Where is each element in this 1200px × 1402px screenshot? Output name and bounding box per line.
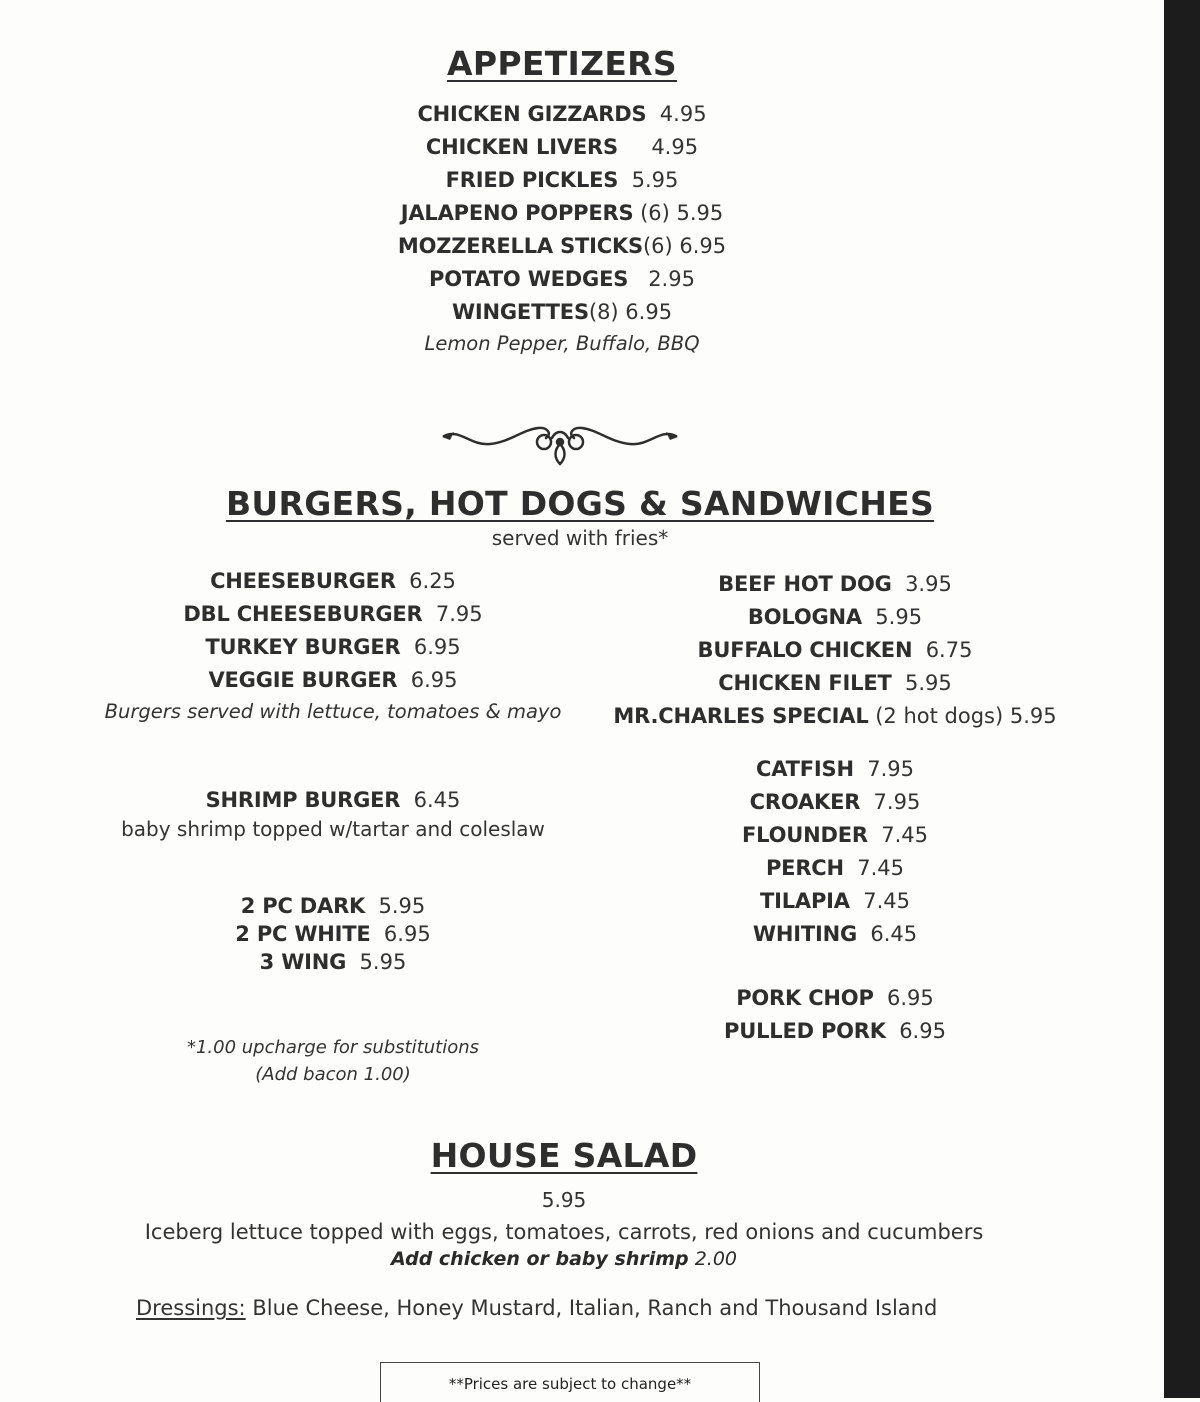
appetizers-note: Lemon Pepper, Buffalo, BBQ	[424, 332, 700, 355]
menu-item: JALAPENO POPPERS (6) 5.95	[400, 201, 724, 225]
appetizers-title: APPETIZERS	[447, 44, 677, 83]
shrimp-burger-desc: baby shrimp topped w/tartar and coleslaw	[121, 817, 545, 841]
upcharge-note: *1.00 upcharge for substitutions	[186, 1037, 480, 1058]
salad-addon-price: 2.00	[694, 1248, 738, 1270]
menu-item: SHRIMP BURGER 6.45	[205, 788, 461, 812]
dressings-line	[136, 1296, 937, 1320]
menu-item: WINGETTES(8) 6.95	[451, 300, 673, 324]
shrimp-burger-block	[121, 784, 545, 841]
fish-list	[742, 753, 928, 951]
burgers-title: BURGERS, HOT DOGS & SANDWICHES	[225, 484, 935, 523]
dressings-list: Blue Cheese, Honey Mustard, Italian, Ranch and Thousand Island	[252, 1296, 938, 1320]
menu-item: 3 WING 5.95	[259, 950, 407, 974]
menu-item: 2 PC DARK 5.95	[240, 894, 426, 918]
menu-item: WHITING 6.45	[752, 922, 918, 946]
menu-item: DBL CHEESEBURGER 7.95	[183, 602, 483, 626]
menu-item: CATFISH 7.95	[756, 757, 914, 781]
bacon-note: (Add bacon 1.00)	[255, 1064, 411, 1085]
menu-item: BEEF HOT DOG 3.95	[718, 572, 952, 596]
menu-item: PORK CHOP 6.95	[736, 986, 934, 1010]
pork-list	[724, 982, 946, 1048]
menu-item: VEGGIE BURGER 6.95	[208, 668, 458, 692]
prices-disclaimer: **Prices are subject to change**	[380, 1362, 760, 1402]
salad-title: HOUSE SALAD	[430, 1136, 698, 1175]
menu-item: 2 PC WHITE 6.95	[235, 922, 431, 946]
burgers-subtitle: served with fries*	[491, 526, 669, 550]
menu-item: FRIED PICKLES 5.95	[445, 168, 679, 192]
menu-item: MR.CHARLES SPECIAL (2 hot dogs) 5.95	[613, 704, 1057, 728]
salad-price: 5.95	[541, 1188, 587, 1212]
hotdogs-sandwiches-list	[613, 568, 1056, 733]
salad-desc: Iceberg lettuce topped with eggs, tomatoes, carrots, red onions and cucumbers	[144, 1220, 984, 1244]
upcharge-notes	[187, 1034, 479, 1088]
menu-item: PULLED PORK 6.95	[724, 1019, 946, 1043]
menu-item: BOLOGNA 5.95	[747, 605, 923, 629]
menu-item: MOZZERELLA STICKS(6) 6.95	[397, 234, 727, 258]
menu-item: FLOUNDER 7.45	[742, 823, 928, 847]
menu-item: CHEESEBURGER 6.25	[210, 569, 456, 593]
menu-item: CHICKEN FILET 5.95	[718, 671, 952, 695]
salad-addon-label: Add chicken or baby shrimp	[390, 1248, 689, 1270]
salad-addon	[391, 1248, 737, 1270]
chicken-list	[235, 892, 430, 976]
menu-item: TILAPIA 7.45	[760, 889, 910, 913]
menu-item: PERCH 7.45	[765, 856, 905, 880]
burgers-note: Burgers served with lettuce, tomatoes & mayo	[104, 700, 562, 723]
menu-item: TURKEY BURGER 6.95	[205, 635, 461, 659]
menu-item: CHICKEN LIVERS 4.95	[425, 135, 699, 159]
burgers-list	[105, 565, 562, 727]
page-edge	[1164, 0, 1200, 1398]
appetizers-list	[398, 98, 726, 359]
menu-item: POTATO WEDGES 2.95	[429, 267, 695, 291]
scroll-flourish-ornament-icon	[440, 420, 680, 470]
menu-item: CROAKER 7.95	[749, 790, 921, 814]
menu-item: BUFFALO CHICKEN 6.75	[697, 638, 973, 662]
menu-item: CHICKEN GIZZARDS 4.95	[417, 102, 707, 126]
dressings-label: Dressings:	[136, 1296, 246, 1320]
